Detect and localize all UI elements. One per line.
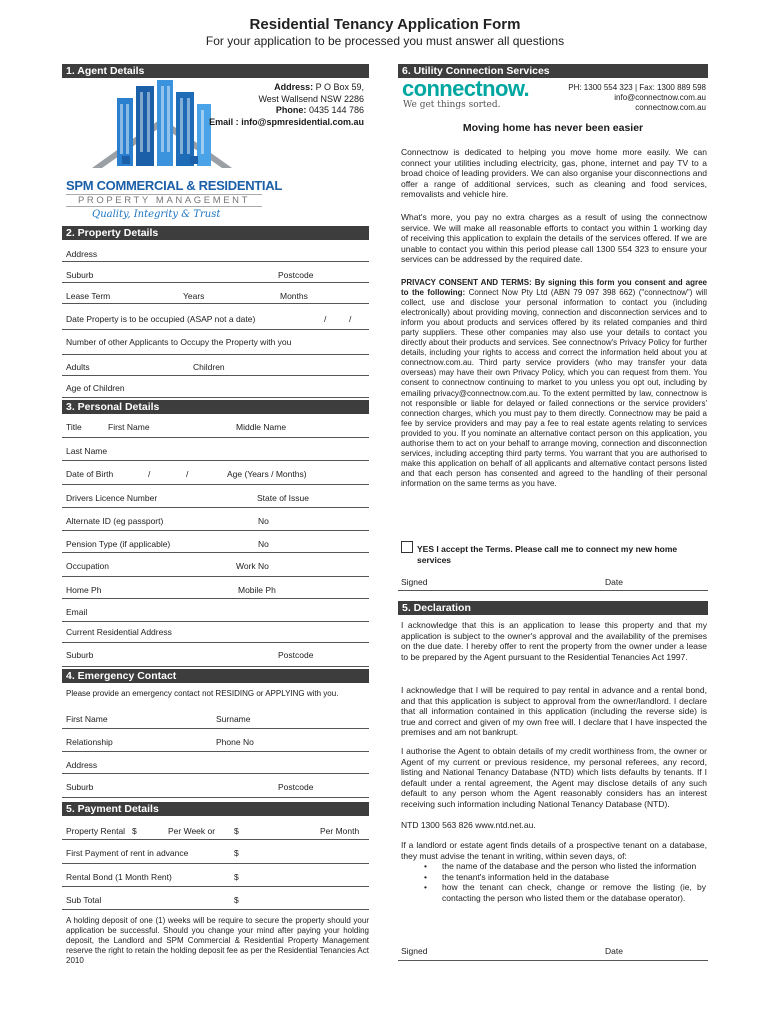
property-rental-field[interactable] [62, 818, 369, 840]
connectnow-web: connectnow.com.au [635, 103, 706, 112]
emergency-phone-label: Phone No [216, 737, 254, 747]
per-month-label: Per Month [320, 826, 360, 836]
address-label: Address: [274, 82, 314, 92]
age-children-label: Age of Children [66, 383, 125, 393]
age-children-field[interactable] [62, 376, 369, 398]
adults-label: Adults [66, 362, 90, 372]
utility-headline: Moving home has never been easier [462, 122, 644, 134]
emergency-suburb-label: Suburb [66, 782, 94, 792]
email-field[interactable] [62, 599, 369, 622]
alt-id-label: Alternate ID (eg passport) [66, 516, 164, 526]
declaration-para-3: I authorise the Agent to obtain details of my credit worthiness from, the owner or Agent of my current or previous residence, my personal referees, any record, listing and National Tenancy Database (NTD) which lists defaults by tenants. If I default under a rental agreement, the Agent may disclose details of any such default to any person whom the Agent reasonably considers has an interest receiving such information including National Tenancy Database (NTD). [401, 746, 707, 809]
emergency-first-name-label: First Name [66, 714, 108, 724]
page-title: Residential Tenancy Application Form [249, 16, 521, 33]
alt-id-no-label: No [258, 516, 269, 526]
utility-signed-label: Signed [401, 577, 428, 587]
page-subtitle: For your application to be processed you must answer all questions [205, 34, 565, 48]
logo-subtitle: PROPERTY MANAGEMENT [66, 194, 262, 207]
alt-id-field[interactable] [62, 508, 369, 531]
sub-total-label: Sub Total [66, 895, 102, 905]
rental-dollar-2: $ [234, 826, 239, 836]
current-postcode-label: Postcode [278, 650, 314, 660]
subtotal-dollar: $ [234, 895, 239, 905]
payment-details-header: 5. Payment Details [62, 802, 369, 816]
phone-field[interactable] [62, 577, 369, 599]
bond-dollar: $ [234, 872, 239, 882]
rental-bond-label: Rental Bond (1 Month Rent) [66, 872, 172, 882]
pension-label: Pension Type (if applicable) [66, 539, 171, 549]
connectnow-contact [530, 83, 706, 113]
title-label: Title [66, 422, 82, 432]
property-rental-label: Property Rental [66, 826, 126, 836]
utility-signature-field[interactable] [398, 571, 708, 591]
occupation-field[interactable] [62, 553, 369, 577]
property-address-label: Address [66, 249, 98, 259]
declaration-signature-field[interactable] [398, 940, 708, 961]
privacy-body: Connect Now Pty Ltd (ABN 79 097 398 662) ("connectnow") will collect, use and disclose your personal information to contact you (including electronically) about providing moving, connection and disconnection services and to inform you about products and services offered by its related companies and third party suppliers. These other companies may also use your details to contact you directly about their products and services. See connectnow's Privacy Policy for further details, including your rights to access and correct the information held about you at connectnow.com.au. Third party service providers (who may transfer your data overseas) may have their own Privacy Policy, which you can request from them. You consent to connectnow continuing to market to you unless you opt out, including by emailing privacy@connectnow.com.au. To the extent permitted by law, connectnow is not responsible or liable for delayed or failed connections or the service providers' connection charges, which you must pay to them directly. Connectnow may be paid a fee by service providers and may pay a fee to real estate agents relating to services provided to you. If you nominate an alternative contact person on this application, you authorise them to act on your behalf to arrange moving, connection and disconnection services, including accepting third party terms. You warrant that you are authorised to make this application on behalf of all applicants and alternative contact persons listed and that each person has consented and agreed to the handling of their personal information on the same terms as you have. [401, 288, 707, 488]
connectnow-email: info@connectnow.com.au [614, 93, 706, 102]
first-payment-label: First Payment of rent in advance [66, 848, 189, 858]
emergency-name-field[interactable] [62, 706, 369, 729]
licence-label: Drivers Licence Number [66, 493, 158, 503]
connectnow-brand: connectnow. [402, 76, 530, 101]
dob-slash-2: / [186, 469, 189, 479]
bullet-item: • the tenant's information held in the database [424, 871, 610, 882]
connectnow-tagline: We get things sorted. [403, 100, 501, 110]
bullet-text-1: the name of the database and the person who listed the information [442, 861, 697, 871]
property-address-field[interactable] [62, 241, 369, 262]
dob-label: Date of Birth [66, 469, 114, 479]
current-address-field[interactable] [62, 622, 369, 643]
first-payment-field[interactable] [62, 840, 369, 864]
licence-field[interactable] [62, 485, 369, 508]
emergency-contact-header: 4. Emergency Contact [62, 669, 369, 683]
declaration-para-1: I acknowledge that this is an application to lease this property and that my application is subject to the owner's approval and the availability of the premises on the due date. I hereby offer to rent the property from the owner under a lease to be prepared by the Agent pursuant to the Residential Tenancies Act 1997. [401, 620, 707, 662]
date-slash-1: / [324, 314, 327, 324]
utility-intro-paragraph: Connectnow is dedicated to helping you move home more easily. We can connect your utilities including electricity, gas, phone, internet and pay TV to a broad choice of leading providers. We can also organise your disconnections and offer a range of additional services, such as cleaning and food services, removalists and vehicle hire. [401, 147, 707, 200]
current-address-label: Current Residential Address [66, 627, 172, 637]
agent-address-block [200, 82, 364, 128]
date-slash-2: / [349, 314, 352, 324]
emergency-suburb-field[interactable] [62, 774, 369, 798]
work-no-label: Work No [236, 561, 269, 571]
children-label: Children [193, 362, 225, 372]
years-label: Years [183, 291, 205, 301]
declaration-para-2: I acknowledge that I will be required to pay rental in advance and a rental bond, and that this application is subject to approval from the owner/landlord. I declare that all information contained in this application (including the reverse side) is true and correct and given of my own free will. I declare that I have inspected the premises and am not bankrupt. [401, 685, 707, 738]
declaration-bullets [424, 861, 706, 903]
accept-terms-label: YES I accept the Terms. Please call me to connect my new home services [417, 544, 678, 565]
accept-terms-checkbox[interactable] [401, 541, 413, 553]
other-applicants-label: Number of other Applicants to Occupy the Property with you [66, 337, 292, 347]
personal-details-header: 3. Personal Details [62, 400, 369, 414]
age-label: Age (Years / Months) [227, 469, 307, 479]
address-line2: West Wallsend NSW 2286 [258, 93, 364, 104]
state-issue-label: State of Issue [257, 493, 309, 503]
emergency-relationship-field[interactable] [62, 729, 369, 752]
agent-details-header: 1. Agent Details [62, 64, 369, 78]
dob-slash-1: / [148, 469, 151, 479]
emergency-surname-label: Surname [216, 714, 251, 724]
mobile-ph-label: Mobile Ph [238, 585, 276, 595]
relationship-label: Relationship [66, 737, 113, 747]
current-suburb-label: Suburb [66, 650, 94, 660]
bullet-item: • how the tenant can check, change or remove the listing (ie, by contacting the person who listed them or the database operator). [424, 882, 706, 903]
rental-bond-field[interactable] [62, 864, 369, 887]
pension-field[interactable] [62, 531, 369, 553]
pension-no-label: No [258, 539, 269, 549]
date-occupied-field[interactable] [62, 304, 369, 330]
home-ph-label: Home Ph [66, 585, 102, 595]
emergency-address-label: Address [66, 760, 98, 770]
privacy-consent-text [401, 278, 707, 489]
utility-date-label: Date [605, 577, 623, 587]
dob-field[interactable] [62, 461, 369, 485]
months-label: Months [280, 291, 308, 301]
current-suburb-field[interactable] [62, 643, 369, 667]
bullet-item: • the name of the database and the person who listed the information [424, 861, 697, 871]
name-field[interactable] [62, 414, 369, 438]
emergency-postcode-label: Postcode [278, 782, 314, 792]
occupation-label: Occupation [66, 561, 109, 571]
property-details-header: 2. Property Details [62, 226, 369, 240]
connectnow-phone: PH: 1300 554 323 | Fax: 1300 889 598 [568, 83, 706, 92]
utility-services-header: 6. Utility Connection Services [398, 64, 708, 78]
bullet-text-2: the tenant's information held in the database [442, 871, 610, 882]
first-name-label: First Name [108, 422, 150, 432]
lease-term-field[interactable] [62, 283, 369, 304]
holding-deposit-note: A holding deposit of one (1) weeks will be require to secure the property should your application be successful. Should you change your mind after paying your holding deposit, the Landlord and SPM Commercial & Residential Property Management reserve the right to retain the holding deposit fee as per the Residential Tenancies Act 2010 [66, 916, 369, 965]
declaration-signed-label: Signed [401, 946, 428, 956]
property-suburb-label: Suburb [66, 270, 94, 280]
address-line1: P O Box 59, [315, 82, 364, 92]
per-week-label: Per Week or [168, 826, 216, 836]
phone-label: Phone: [275, 105, 307, 115]
lease-term-label: Lease Term [66, 291, 111, 301]
declaration-date-label: Date [605, 946, 623, 956]
logo-name: SPM COMMERCIAL & RESIDENTIAL [66, 178, 282, 193]
declaration-para-4: If a landlord or estate agent finds details of a prospective tenant on a database, they must advise the tenant in writing, within seven days, of: [401, 840, 707, 861]
middle-name-label: Middle Name [236, 422, 287, 432]
declaration-header: 5. Declaration [398, 601, 708, 615]
agent-phone: 0435 144 786 [308, 105, 364, 115]
bullet-text-3: how the tenant can check, change or remove the listing (ie, by contacting the person who listed them or the database operator). [442, 882, 706, 903]
email-field-label: Email [66, 607, 88, 617]
emergency-address-field[interactable] [62, 752, 369, 774]
last-name-field[interactable] [62, 438, 369, 461]
other-applicants-field[interactable] [62, 330, 369, 355]
logo-tagline: Quality, Integrity & Trust [92, 209, 221, 220]
sub-total-field[interactable] [62, 887, 369, 910]
adults-children-field[interactable] [62, 355, 369, 376]
agent-email: info@spmresidential.com.au [241, 116, 364, 127]
property-postcode-label: Postcode [278, 270, 314, 280]
ntd-line: NTD 1300 563 826 www.ntd.net.au. [401, 820, 536, 830]
email-label: Email : [209, 116, 239, 127]
utility-charges-paragraph: What's more, you pay no extra charges as a result of using the connectnow service. We will make all reasonable efforts to contact you within 1 working day of receiving this application to explain the details of the services offered. If we are unable to contact you within this period please call 1300 554 323 to ensure your services can be addressed by the required date. [401, 212, 707, 265]
last-name-label: Last Name [66, 446, 108, 456]
privacy-lead: PRIVACY CONSENT AND TERMS: By signing this form you consent and agree to the following: [401, 278, 707, 298]
rental-dollar: $ [132, 826, 137, 836]
date-occupied-label: Date Property is to be occupied (ASAP not a date) [66, 314, 256, 324]
emergency-note: Please provide an emergency contact not RESIDING or APPLYING with you. [66, 689, 339, 698]
property-suburb-field[interactable] [62, 262, 369, 283]
first-payment-dollar: $ [234, 848, 239, 858]
